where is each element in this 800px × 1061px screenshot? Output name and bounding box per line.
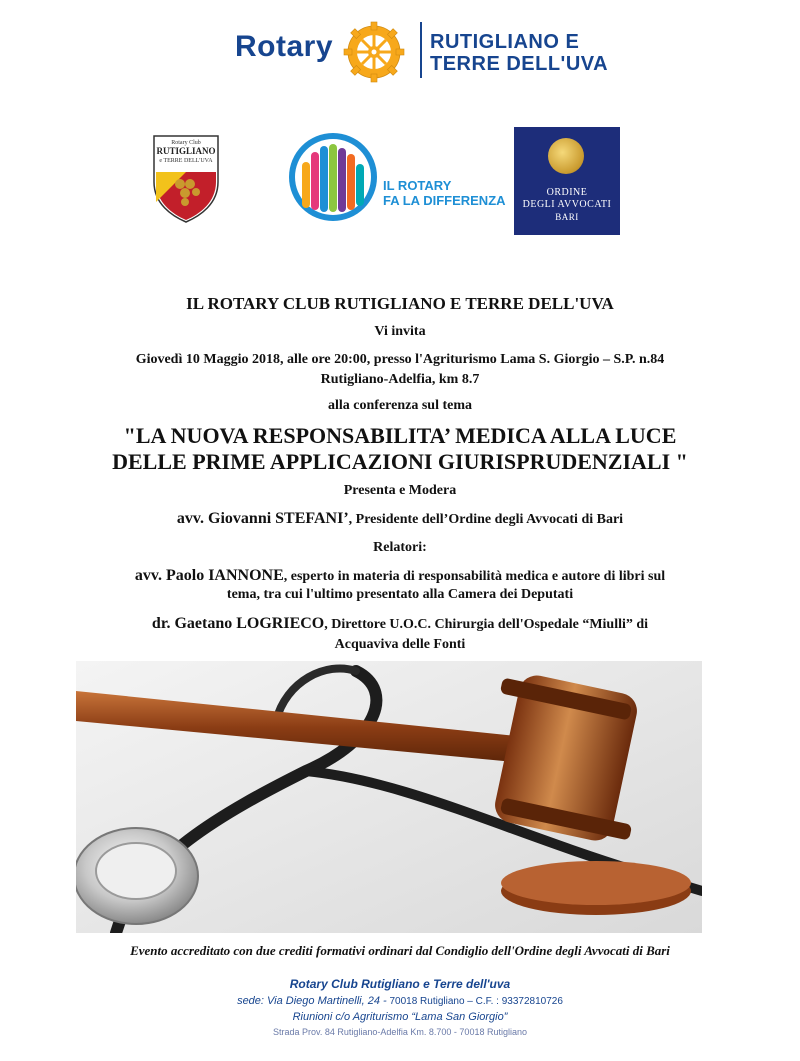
shield-sub: e TERRE DELL'UVA bbox=[159, 158, 213, 164]
footer-strada: Strada Prov. 84 Rutigliano-Adelfia Km. 8.700 - 70018 Rutigliano bbox=[273, 1027, 527, 1037]
rotary-wheel-icon bbox=[342, 20, 406, 84]
speaker2-desc2: Acquaviva delle Fonti bbox=[334, 637, 466, 652]
speaker1-desc2: tema, tra cui l'ultimo presentato alla Camera dei Deputati bbox=[226, 587, 574, 602]
event-place: Rutigliano-Adelfia, km 8.7 bbox=[320, 372, 480, 387]
shield-top-text: Rotary Club bbox=[171, 140, 201, 146]
footer-sede-label: sede: Via Diego Martinelli, 24 - bbox=[237, 995, 387, 1007]
header-divider bbox=[420, 22, 422, 78]
speaker2-name: dr. Gaetano LOGRIECO bbox=[151, 615, 325, 632]
ordine-line1: ORDINE bbox=[546, 187, 588, 198]
conference-intro: alla conferenza sul tema bbox=[328, 398, 472, 413]
rotary-campaign-logo bbox=[288, 132, 378, 222]
ordine-line3: BARI bbox=[555, 212, 579, 222]
campaign-line1: IL ROTARY bbox=[383, 178, 452, 193]
moderator-role: , Presidente dell’Ordine degli Avvocati di Bari bbox=[348, 512, 624, 527]
moderator-name: avv. Giovanni STEFANI’ bbox=[176, 510, 349, 527]
footer-sede bbox=[0, 995, 800, 1007]
presenta-modera: Presenta e Modera bbox=[343, 483, 457, 498]
event-when-where: Giovedì 10 Maggio 2018, alle ore 20:00, presso l'Agriturismo Lama S. Giorgio – S.P. n.84 bbox=[135, 352, 665, 367]
footer-riunioni: Riunioni c/o Agriturismo “Lama San Giorgio” bbox=[292, 1011, 508, 1023]
speaker1-desc1: , esperto in materia di responsabilità medica e autore di libri sul bbox=[283, 569, 666, 584]
club-name-line2: TERRE DELL'UVA bbox=[430, 53, 609, 75]
footer-club-name: Rotary Club Rutigliano e Terre dell'uva bbox=[289, 977, 511, 991]
speaker2-desc1: , Direttore U.O.C. Chirurgia dell'Ospedale “Miulli” di bbox=[324, 617, 649, 632]
speaker2-line1 bbox=[0, 615, 800, 633]
invite-club: IL ROTARY CLUB RUTIGLIANO E TERRE DELL'UVA bbox=[186, 294, 614, 313]
conference-title-line1: "LA NUOVA RESPONSABILITA’ MEDICA ALLA LUCE bbox=[123, 423, 677, 448]
gold-coin-icon bbox=[548, 138, 584, 174]
rotary-wordmark: Rotary bbox=[235, 30, 334, 63]
club-name-line1: RUTIGLIANO E bbox=[430, 31, 580, 53]
club-shield-logo bbox=[150, 132, 222, 224]
conference-title-line2: DELLE PRIME APPLICAZIONI GIURISPRUDENZIALI " bbox=[112, 449, 688, 474]
shield-name: RUTIGLIANO bbox=[156, 146, 216, 156]
campaign-slogan bbox=[383, 178, 506, 208]
ordine-avvocati-text bbox=[514, 187, 620, 223]
moderator bbox=[0, 510, 800, 528]
relatori-label: Relatori: bbox=[373, 540, 427, 555]
speaker1-line1 bbox=[0, 567, 800, 585]
accreditation-note: Evento accreditato con due crediti formativi ordinari dal Condiglio dell'Ordine degli Avvocati di Bari bbox=[130, 943, 670, 958]
ordine-line2: DEGLI AVVOCATI bbox=[522, 199, 612, 210]
footer-sede-rest: 70018 Rutigliano – C.F. : 93372810726 bbox=[386, 996, 563, 1007]
campaign-line2: FA LA DIFFERENZA bbox=[383, 193, 506, 208]
gavel-stethoscope-photo bbox=[76, 661, 702, 933]
speaker1-name: avv. Paolo IANNONE bbox=[134, 567, 284, 584]
vi-invita: Vi invita bbox=[374, 324, 426, 339]
